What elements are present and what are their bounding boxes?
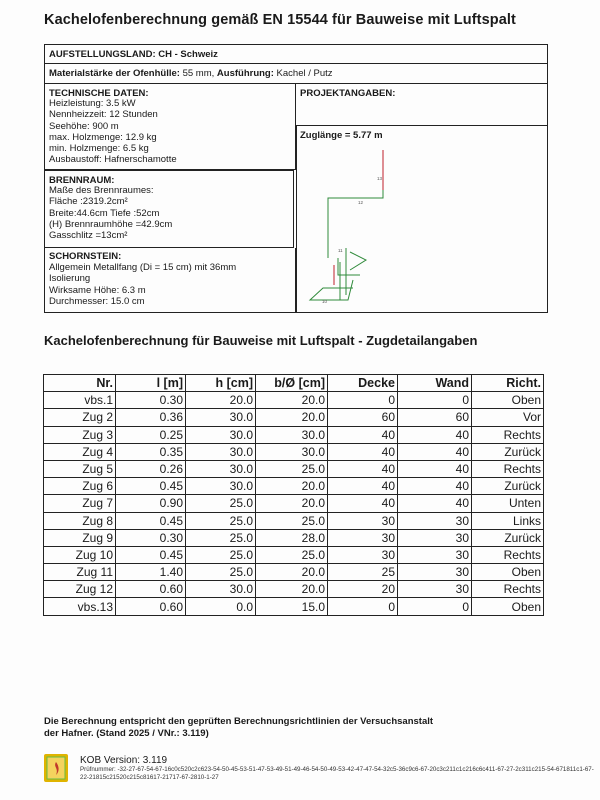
table-cell: 40 xyxy=(328,460,398,477)
table-row xyxy=(44,512,544,529)
table-cell: 28.0 xyxy=(256,529,328,546)
zuglaenge: Zuglänge = 5.77 m xyxy=(300,130,383,141)
column-header: Nr. xyxy=(44,375,116,392)
table-cell: 30.0 xyxy=(256,443,328,460)
zug-diagram xyxy=(298,140,548,310)
sch-line: Allgemein Metallfang (Di = 15 cm) mit 36mm xyxy=(49,262,237,273)
brennraum-header: BRENNRAUM: xyxy=(49,175,115,186)
column-header: b/Ø [cm] xyxy=(256,375,328,392)
table-cell: 30.0 xyxy=(186,460,256,477)
table-cell: 0 xyxy=(328,598,398,615)
section-title: Kachelofenberechnung für Bauweise mit Luftspalt - Zugdetailangaben xyxy=(44,333,478,348)
diagram-zug-11 xyxy=(338,258,360,275)
sch-line: Wirksame Höhe: 6.3 m xyxy=(49,284,146,296)
aufstellungsland: AUFSTELLUNGSLAND: CH - Schweiz xyxy=(49,49,218,60)
material-value: 55 mm, xyxy=(182,68,215,79)
table-cell: Oben xyxy=(472,564,544,581)
table-cell: 0.60 xyxy=(116,598,186,615)
table-cell: Zug 2 xyxy=(44,409,116,426)
table-cell: 1.40 xyxy=(116,564,186,581)
table-cell: 0.45 xyxy=(116,478,186,495)
diagram-zug-10 xyxy=(310,280,353,300)
table-cell: 0.36 xyxy=(116,409,186,426)
footer-line: Die Berechnung entspricht den geprüften Berechnungsrichtlinien der Versuchsanstalt xyxy=(44,716,434,727)
table-cell: 0.25 xyxy=(116,426,186,443)
table-row xyxy=(44,564,544,581)
column-header: h [cm] xyxy=(186,375,256,392)
table-cell: Rechts xyxy=(472,546,544,563)
table-cell: Vor xyxy=(472,409,544,426)
table-row xyxy=(44,409,544,426)
table-cell: vbs.1 xyxy=(44,392,116,409)
table-cell: 40 xyxy=(398,426,472,443)
table-row xyxy=(44,426,544,443)
column-header: Richt. xyxy=(472,375,544,392)
table-cell: 0.45 xyxy=(116,546,186,563)
table-cell: 60 xyxy=(328,409,398,426)
table-cell: 20.0 xyxy=(256,409,328,426)
table-cell: 40 xyxy=(398,478,472,495)
table-row xyxy=(44,495,544,512)
td-line: Ausbaustoff: Hafnerschamotte xyxy=(49,154,177,166)
technische-daten-box xyxy=(44,84,296,170)
table-cell: 0.0 xyxy=(186,598,256,615)
table-cell: Zug 11 xyxy=(44,564,116,581)
br-line: Breite:44.6cm Tiefe :52cm xyxy=(49,207,160,219)
table-cell: 30 xyxy=(328,512,398,529)
table-cell: Oben xyxy=(472,392,544,409)
table-row xyxy=(44,443,544,460)
table-cell: 60 xyxy=(398,409,472,426)
aufstellungsland-box xyxy=(44,44,548,64)
td-line: max. Holzmenge: 12.9 kg xyxy=(49,131,157,143)
table-cell: 30.0 xyxy=(186,443,256,460)
table-cell: Unten xyxy=(472,495,544,512)
table-cell: 20.0 xyxy=(256,581,328,598)
ausfuehrung-value: Kachel / Putz xyxy=(276,68,333,79)
table-cell: 40 xyxy=(328,495,398,512)
table-row xyxy=(44,460,544,477)
table-cell: Zug 6 xyxy=(44,478,116,495)
table-cell: 40 xyxy=(328,443,398,460)
table-cell: 30 xyxy=(398,512,472,529)
table-row xyxy=(44,478,544,495)
schornstein-box xyxy=(44,248,296,313)
br-line: Gasschlitz =13cm² xyxy=(49,230,128,242)
diagram-label-13: 13 xyxy=(377,176,383,181)
table-cell: 30 xyxy=(328,546,398,563)
table-cell: 0 xyxy=(328,392,398,409)
projektangaben-header: PROJEKTANGABEN: xyxy=(300,88,396,99)
table-cell: Zurück xyxy=(472,443,544,460)
diagram-label-12: 12 xyxy=(358,200,364,205)
table-row xyxy=(44,598,544,615)
table-cell: 20.0 xyxy=(256,495,328,512)
sch-line: Isolierung xyxy=(49,273,91,285)
table-cell: 25.0 xyxy=(186,512,256,529)
zug-table xyxy=(43,374,544,616)
table-cell: 25.0 xyxy=(186,546,256,563)
table-cell: 25.0 xyxy=(256,460,328,477)
material-box xyxy=(44,64,548,84)
table-cell: 30 xyxy=(398,546,472,563)
table-cell: 40 xyxy=(328,426,398,443)
table-cell: Rechts xyxy=(472,460,544,477)
diagram-label-11: 11 xyxy=(338,248,343,253)
table-cell: 0 xyxy=(398,392,472,409)
table-cell: 30.0 xyxy=(256,426,328,443)
table-cell: Zug 9 xyxy=(44,529,116,546)
table-cell: 25 xyxy=(328,564,398,581)
table-cell: 30.0 xyxy=(186,478,256,495)
table-cell: 25.0 xyxy=(186,495,256,512)
column-header: Wand xyxy=(398,375,472,392)
table-cell: 30.0 xyxy=(186,426,256,443)
table-cell: 25.0 xyxy=(256,546,328,563)
table-cell: 0 xyxy=(398,598,472,615)
table-cell: 0.90 xyxy=(116,495,186,512)
td-line: Seehöhe: 900 m xyxy=(49,120,119,132)
table-cell: Zug 12 xyxy=(44,581,116,598)
kob-version: KOB Version: 3.119 xyxy=(80,755,168,766)
table-cell: 20.0 xyxy=(256,564,328,581)
pruefnummer: Prüfnummer: -32-27-67-54-67-16c0c520c2c623-54-50-45-53-51-47-53-49-51-49-46-54-50-49-53-42-47-47-54-32c5-36c9c6-67-20c3c211c1c216c6c411-67-27-2c311c215-54-671811c1-67-22-21815c21520c215c81617-21717-67-2810-1-27 xyxy=(80,766,594,781)
diagram-zug-9 xyxy=(350,252,366,270)
table-cell: 20.0 xyxy=(256,478,328,495)
table-cell: 30 xyxy=(398,529,472,546)
table-cell: 0.26 xyxy=(116,460,186,477)
table-cell: 25.0 xyxy=(256,512,328,529)
table-cell: Zug 4 xyxy=(44,443,116,460)
table-cell: Rechts xyxy=(472,581,544,598)
material-label: Materialstärke der Ofenhülle: xyxy=(49,68,180,79)
page-title: Kachelofenberechnung gemäß EN 15544 für Bauweise mit Luftspalt xyxy=(44,12,516,28)
table-cell: Zurück xyxy=(472,529,544,546)
td-line: Heizleistung: 3.5 kW xyxy=(49,98,136,109)
column-header: Decke xyxy=(328,375,398,392)
technische-daten-header: TECHNISCHE DATEN: xyxy=(49,88,149,99)
table-cell: Zug 3 xyxy=(44,426,116,443)
table-cell: 15.0 xyxy=(256,598,328,615)
td-line: Nennheizzeit: 12 Stunden xyxy=(49,109,158,121)
table-cell: Zug 8 xyxy=(44,512,116,529)
table-cell: 0.45 xyxy=(116,512,186,529)
table-cell: 30.0 xyxy=(186,581,256,598)
br-line: Fläche :2319.2cm² xyxy=(49,196,128,208)
table-header-row xyxy=(44,375,544,392)
td-line: min. Holzmenge: 6.5 kg xyxy=(49,143,149,155)
brennraum-box xyxy=(44,170,294,248)
br-line: (H) Brennraumhöhe =42.9cm xyxy=(49,218,173,230)
table-cell: Zug 5 xyxy=(44,460,116,477)
table-row xyxy=(44,392,544,409)
table-cell: 0.35 xyxy=(116,443,186,460)
table-cell: 40 xyxy=(398,460,472,477)
table-cell: 25.0 xyxy=(186,564,256,581)
table-cell: 20.0 xyxy=(186,392,256,409)
column-header: l [m] xyxy=(116,375,186,392)
diagram-label-10: 10 xyxy=(322,299,328,304)
kob-logo-icon xyxy=(44,754,68,782)
table-cell: 0.30 xyxy=(116,392,186,409)
table-cell: 30 xyxy=(398,564,472,581)
ausfuehrung-label: Ausführung: xyxy=(216,68,274,79)
table-cell: 40 xyxy=(328,478,398,495)
table-row xyxy=(44,581,544,598)
table-row xyxy=(44,529,544,546)
table-cell: vbs.13 xyxy=(44,598,116,615)
table-cell: Links xyxy=(472,512,544,529)
br-line: Maße des Brennraumes: xyxy=(49,185,154,196)
table-cell: 25.0 xyxy=(186,529,256,546)
schornstein-header: SCHORNSTEIN: xyxy=(49,251,122,262)
table-cell: Oben xyxy=(472,598,544,615)
table-cell: Zug 10 xyxy=(44,546,116,563)
footer-note xyxy=(44,716,433,740)
table-cell: 40 xyxy=(398,443,472,460)
table-row xyxy=(44,546,544,563)
flame-icon xyxy=(44,754,68,782)
table-cell: 30 xyxy=(328,529,398,546)
diagram-zug-12 xyxy=(328,190,383,258)
table-cell: 40 xyxy=(398,495,472,512)
table-cell: 0.30 xyxy=(116,529,186,546)
table-cell: Zug 7 xyxy=(44,495,116,512)
table-cell: 20 xyxy=(328,581,398,598)
sch-line: Durchmesser: 15.0 cm xyxy=(49,295,145,307)
table-cell: 20.0 xyxy=(256,392,328,409)
table-cell: 30.0 xyxy=(186,409,256,426)
table-cell: Rechts xyxy=(472,426,544,443)
table-cell: 30 xyxy=(398,581,472,598)
table-cell: Zurück xyxy=(472,478,544,495)
table-cell: 0.60 xyxy=(116,581,186,598)
footer-line: der Hafner. (Stand 2025 / VNr.: 3.119) xyxy=(44,728,209,739)
